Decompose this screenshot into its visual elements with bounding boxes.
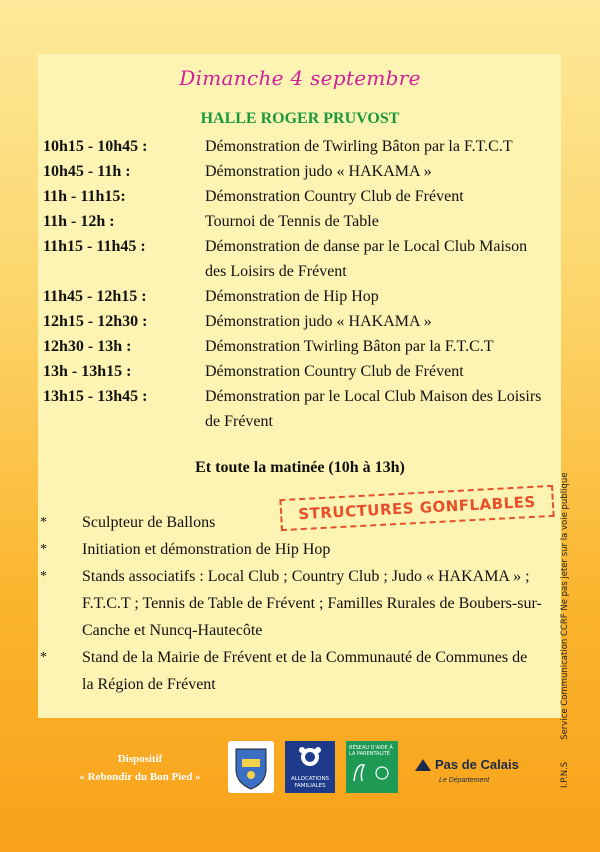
pdc-department: Le Département bbox=[439, 777, 490, 784]
schedule-row bbox=[43, 359, 553, 384]
schedule-row bbox=[43, 159, 553, 184]
bullet-icon: * bbox=[40, 542, 47, 557]
schedule-list bbox=[43, 134, 553, 434]
list-item-text: Sculpteur de Ballons bbox=[82, 514, 216, 531]
schedule-desc: Démonstration Twirling Bâton par la F.T.C.T bbox=[205, 338, 494, 355]
schedule-row bbox=[43, 334, 553, 359]
schedule-time: 13h15 - 13h45 : bbox=[43, 388, 148, 405]
schedule-row bbox=[43, 384, 553, 434]
ipns-label: I.P.N.S bbox=[560, 761, 570, 788]
list-item bbox=[40, 644, 550, 698]
caf-label: ALLOCATIONS FAMILIALES bbox=[290, 776, 330, 789]
schedule-time: 10h15 - 10h45 : bbox=[43, 138, 148, 155]
schedule-desc: Démonstration de Hip Hop bbox=[205, 288, 379, 305]
day-title: Dimanche 4 septembre bbox=[179, 66, 421, 90]
parentality-network-logo bbox=[346, 741, 398, 793]
bullet-icon: * bbox=[40, 569, 47, 584]
schedule-row bbox=[43, 134, 553, 159]
schedule-time: 10h45 - 11h : bbox=[43, 163, 131, 180]
pdc-arrow-icon bbox=[415, 759, 431, 771]
venue-title: HALLE ROGER PRUVOST bbox=[200, 110, 400, 127]
schedule-desc: Démonstration judo « HAKAMA » bbox=[205, 313, 432, 330]
resonet-label: RÉSEAU D'AIDE À LA PARENTALITÉ bbox=[349, 745, 393, 757]
list-item-text: Stand de la Mairie de Frévent et de la Communauté de Communes de la Région de Frévent bbox=[82, 649, 528, 693]
schedule-time: 12h30 - 13h : bbox=[43, 338, 132, 355]
schedule-row bbox=[43, 284, 553, 309]
schedule-desc: Démonstration Country Club de Frévent bbox=[205, 188, 464, 205]
bullet-icon: * bbox=[40, 515, 47, 530]
schedule-desc: Démonstration par le Local Club Maison des Loisirs de Frévent bbox=[205, 388, 542, 430]
schedule-time: 11h - 11h15: bbox=[43, 188, 126, 205]
schedule-desc: Démonstration de Twirling Bâton par la F.T.C.T bbox=[205, 138, 513, 155]
dispositif-line2: « Rebondir du Bon Pied » bbox=[79, 771, 201, 783]
schedule-desc: Tournoi de Tennis de Table bbox=[205, 213, 379, 230]
matinee-heading: Et toute la matinée (10h à 13h) bbox=[195, 459, 405, 476]
schedule-row bbox=[43, 309, 553, 334]
list-item-text: Initiation et démonstration de Hip Hop bbox=[82, 541, 331, 558]
schedule-time: 11h45 - 12h15 : bbox=[43, 288, 147, 305]
schedule-desc: Démonstration judo « HAKAMA » bbox=[205, 163, 432, 180]
schedule-row bbox=[43, 184, 553, 209]
dispositif-line1: Dispositif bbox=[117, 753, 163, 765]
schedule-desc: Démonstration Country Club de Frévent bbox=[205, 363, 464, 380]
service-notice: Service Communication CCRF Ne pas jeter sur la voie publique bbox=[560, 472, 570, 740]
schedule-time: 13h - 13h15 : bbox=[43, 363, 132, 380]
pdc-name: Pas de Calais bbox=[435, 757, 519, 772]
caf-logo bbox=[285, 741, 335, 793]
inflatables-stamp: STRUCTURES GONFLABLES bbox=[279, 485, 554, 531]
bullet-icon: * bbox=[40, 650, 47, 665]
list-item-text: Stands associatifs : Local Club ; Country Club ; Judo « HAKAMA » ; F.T.C.T ; Tennis de Table de Frévent ; Familles Rurales de Boubers-sur-Canche et Nuncq-Hautecôte bbox=[82, 568, 542, 639]
dispositif-label bbox=[60, 750, 220, 786]
town-crest-logo bbox=[228, 741, 274, 793]
schedule-time: 11h15 - 11h45 : bbox=[43, 238, 146, 255]
legal-notice bbox=[560, 473, 570, 788]
schedule-row bbox=[43, 209, 553, 234]
pas-de-calais-logo bbox=[415, 757, 525, 787]
list-item bbox=[40, 563, 550, 644]
list-item bbox=[40, 536, 550, 563]
schedule-time: 11h - 12h : bbox=[43, 213, 115, 230]
schedule-time: 12h15 - 12h30 : bbox=[43, 313, 148, 330]
activities-list bbox=[40, 509, 550, 698]
schedule-row bbox=[43, 234, 553, 284]
schedule-desc: Démonstration de danse par le Local Club Maison des Loisirs de Frévent bbox=[205, 238, 528, 280]
